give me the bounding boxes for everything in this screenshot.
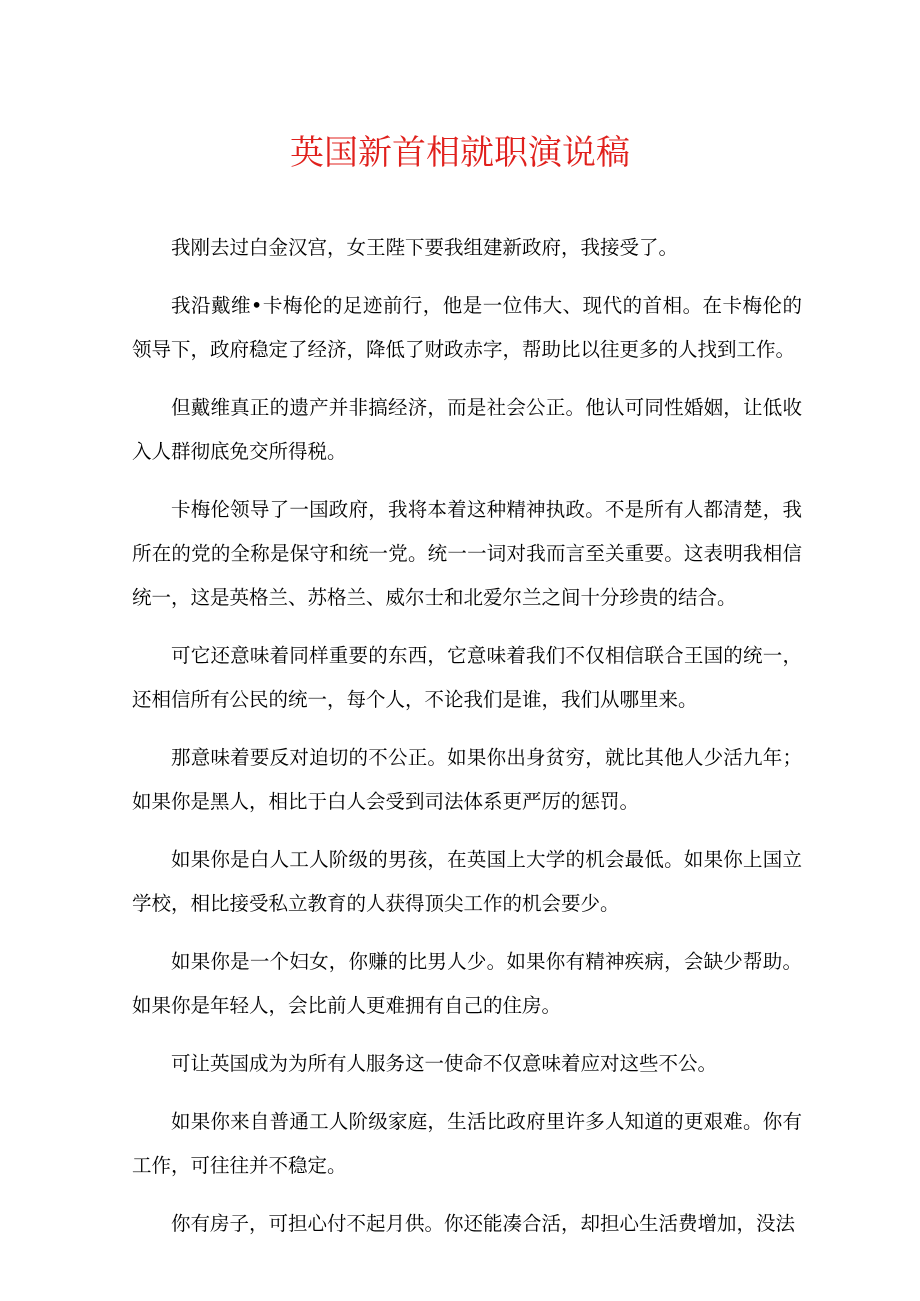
document-body [132,226,802,1260]
paragraph: 可让英国成为为所有人服务这一使命不仅意味着应对这些不公。 [171,1052,718,1075]
paragraph: 卡梅伦领导了一国政府，我将本着这种精神执政。不是所有人都清楚，我所在的党的全称是保守和统一党。统一一词对我而言至关重要。这表明我相信统一，这是英格兰、苏格兰、威尔士和北爱尔兰之间十分珍贵的结合。 [132,498,802,609]
paragraph: 如果你来自普通工人阶级家庭，生活比政府里许多人知道的更艰难。你有工作，可往往并不稳定。 [132,1110,802,1177]
paragraph: 我刚去过白金汉宫，女王陛下要我组建新政府，我接受了。 [171,236,679,259]
paragraph: 你有房子，可担心付不起月供。你还能凑合活，却担心生活费增加，没法 [171,1212,796,1235]
paragraph: 如果你是白人工人阶级的男孩，在英国上大学的机会最低。如果你上国立学校，相比接受私立教育的人获得顶尖工作的机会要少。 [132,848,802,915]
paragraph: 那意味着要反对迫切的不公正。如果你出身贫穷，就比其他人少活九年；如果你是黑人，相比于白人会受到司法体系更严厉的惩罚。 [132,746,802,813]
paragraph: 如果你是一个妇女，你赚的比男人少。如果你有精神疾病，会缺少帮助。如果你是年轻人，会比前人更难拥有自己的住房。 [132,950,802,1017]
paragraph: 可它还意味着同样重要的东西，它意味着我们不仅相信联合王国的统一，还相信所有公民的统一，每个人，不论我们是谁，我们从哪里来。 [132,644,802,711]
paragraph: 我沿戴维•卡梅伦的足迹前行，他是一位伟大、现代的首相。在卡梅伦的领导下，政府稳定了经济，降低了财政赤字，帮助比以往更多的人找到工作。 [132,294,802,361]
paragraph: 但戴维真正的遗产并非搞经济，而是社会公正。他认可同性婚姻，让低收入人群彻底免交所得税。 [132,396,802,463]
document-title: 英国新首相就职演说稿 [290,133,630,173]
